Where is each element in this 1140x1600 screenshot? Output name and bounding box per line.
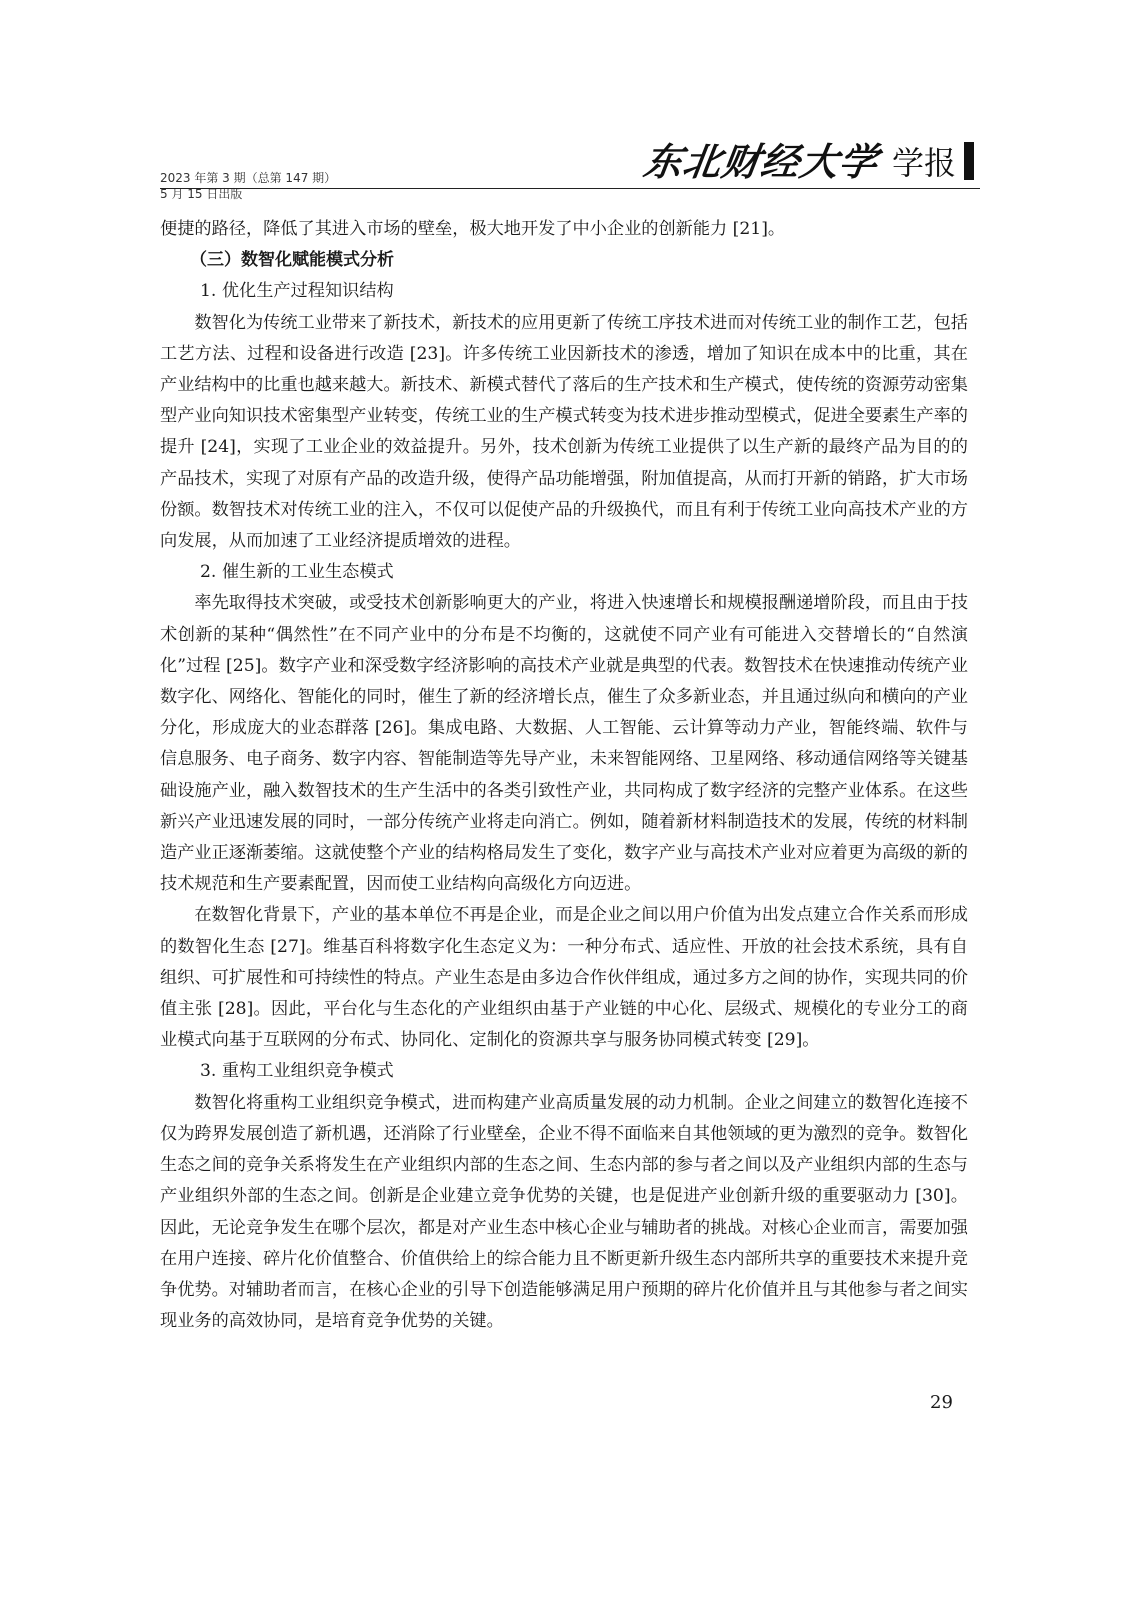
paragraph: 数智化为传统工业带来了新技术，新技术的应用更新了传统工序技术进而对传统工业的制作工艺，包括工艺方法、过程和设备进行改造 [23]。许多传统工业因新技术的渗透，增加了知识在成本中的比重，其在产业结构中的比重也越来越大。新技术、新模式替代了落后的生产技术和生产模式，使传统的资源劳动密集型产业向知识技术密集型产业转变，传统工业的生产模式转变为技术进步推动型模式，促进全要素生产率的提升 [24]，实现了工业企业的效益提升。另外，技术创新为传统工业提供了以生产新的最终产品为目的的产品技术，实现了对原有产品的改造升级，使得产品功能增强，附加值提高，从而打开新的销路，扩大市场份额。数智技术对传统工业的注入，不仅可以促使产品的升级换代，而且有利于传统工业向高技术产业的方向发展，从而加速了工业经济提质增效的进程。 xyxy=(160,312,968,552)
paragraph: 便捷的路径，降低了其进入市场的壁垒，极大地开发了中小企业的创新能力 [21]。 xyxy=(160,219,786,239)
journal-name: 学报 xyxy=(891,144,956,182)
article-body xyxy=(160,214,968,1337)
paragraph: 率先取得技术突破，或受技术创新影响更大的产业，将进入快速增长和规模报酬递增阶段，而且由于技术创新的某种“偶然性”在不同产业中的分布是不均衡的，这就使不同产业有可能进入交替增长的“自然演化”过程 [25]。数字产业和深受数字经济影响的高技术产业就是典型的代表。数智技术在快速推动传统产业数字化、网络化、智能化的同时，催生了新的经济增长点，催生了众多新业态，并且通过纵向和横向的产业分化，形成庞大的业态群落 [26]。集成电路、大数据、人工智能、云计算等动力产业，智能终端、软件与信息服务、电子商务、数字内容、智能制造等先导产业，未来智能网络、卫星网络、移动通信网络等关键基础设施产业，融入数智技术的生产生活中的各类引致性产业，共同构成了数字经济的完整产业体系。在这些新兴产业迅速发展的同时，一部分传统产业将走向消亡。例如，随着新材料制造技术的发展，传统的材料制造产业正逐渐萎缩。这就使整个产业的结构格局发生了变化，数字产业与高技术产业对应着更为高级的新的技术规范和生产要素配置，因而使工业结构向高级化方向迈进。 xyxy=(160,593,968,895)
paragraph: 数智化将重构工业组织竞争模式，进而构建产业高质量发展的动力机制。企业之间建立的数智化连接不仅为跨界发展创造了新机遇，还消除了行业壁垒，企业不得不面临来自其他领域的更为激烈的竞争。数智化生态之间的竞争关系将发生在产业组织内部的生态之间、生态内部的参与者之间以及产业组织内部的生态与产业组织外部的生态之间。创新是企业建立竞争优势的关键，也是促进产业创新升级的重要驱动力 [30]。因此，无论竞争发生在哪个层次，都是对产业生态中核心企业与辅助者的挑战。对核心企业而言，需要加强在用户连接、碎片化价值整合、价值供给上的综合能力且不断更新升级生态内部所共享的重要技术来提升竞争优势。对辅助者而言，在核心企业的引导下创造能够满足用户预期的碎片化价值并且与其他参与者之间实现业务的高效协同，是培育竞争优势的关键。 xyxy=(160,1092,968,1332)
publish-date: 5 月 15 日出版 xyxy=(160,187,243,201)
subsection-heading: 3. 重构工业组织竞争模式 xyxy=(200,1061,394,1082)
page-header xyxy=(160,132,980,208)
subsection-heading: 2. 催生新的工业生态模式 xyxy=(200,562,394,583)
section-heading: （三）数智化赋能模式分析 xyxy=(190,250,394,271)
paragraph: 在数智化背景下，产业的基本单位不再是企业，而是企业之间以用户价值为出发点建立合作关系而形成的数智化生态 [27]。维基百科将数字化生态定义为：一种分布式、适应性、开放的社会技术系统，具有自组织、可扩展性和可持续性的特点。产业生态是由多边合作伙伴组成，通过多方之间的协作，实现共同的价值主张 [28]。因此，平台化与生态化的产业组织由基于产业链的中心化、层级式、规模化的专业分工的商业模式向基于互联网的分布式、协同化、定制化的资源共享与服务协同模式转变 [29]。 xyxy=(160,905,968,1051)
subsection-heading: 1. 优化生产过程知识结构 xyxy=(200,281,394,302)
issue-info xyxy=(160,170,336,202)
header-rule xyxy=(160,188,980,189)
page-number: 29 xyxy=(930,1392,953,1413)
logo-bar xyxy=(964,142,974,180)
journal-school-calligraphy: 东北财经大学 xyxy=(640,139,882,184)
issue-line: 2023 年第 3 期（总第 147 期） xyxy=(160,171,337,185)
journal-logo xyxy=(640,134,974,186)
